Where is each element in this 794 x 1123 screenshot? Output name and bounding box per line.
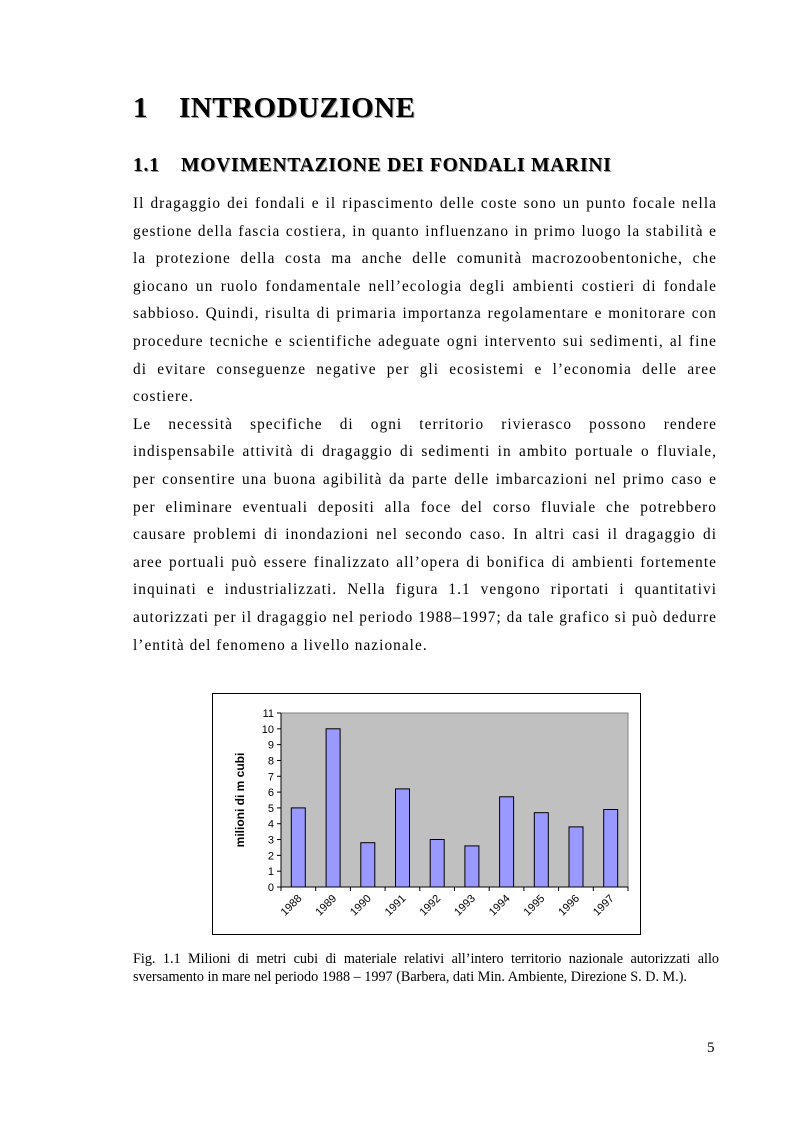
y-tick-label: 6 [267,787,274,800]
x-tick-label: 1992 [417,892,444,919]
section-title: MOVIMENTAZIONE DEI FONDALI MARINI [181,155,612,176]
figure-caption: Fig. 1.1 Milioni di metri cubi di materiale relativi all’intero territorio nazionale autorizzati allo sversamento in mare nel periodo 1988 – 1997 (Barbera, dati Min. Ambiente, Direzione S. D. M.). [133,951,719,985]
figure-1-1 [212,693,641,935]
x-tick-label: 1989 [313,892,340,919]
bar-1991 [396,789,410,887]
paragraph-2: Le necessità specifiche di ogni territorio rivierasco possono rendere indispensabile attività di dragaggio di sedimenti in ambito portuale o fluviale, per consentire una buona agibilità da parte delle imbarcazioni nel primo caso e per eliminare eventuali depositi alla foce del corso fluviale che potrebbero causare problemi di inondazioni nel secondo caso. In altri casi il dragaggio di aree portuali può essere finalizzato all’opera di bonifica di ambienti fortemente inquinati e industrializzati. Nella figura 1.1 vengono riportati i quantitativi autorizzati per il dragaggio nel periodo 1988–1997; da tale grafico si può dedurre l’entità del fenomeno a livello nazionale. [133,415,717,654]
x-tick-label: 1994 [486,892,513,919]
y-tick-label: 11 [262,708,274,720]
bar-1996 [569,827,583,887]
x-tick-label: 1991 [382,892,409,919]
paragraph-1: Il dragaggio dei fondali e il ripascimento delle coste sono un punto focale nella gestione della fascia costiera, in quanto influenzano in primo luogo la stabilità e la protezione della costa ma anche delle comunità macrozoobentoniche, che giocano un ruolo fondamentale nell’ecologia degli ambienti costieri di fondale sabbioso. Quindi, risulta di primaria importanza regolamentare e monitorare con procedure tecniche e scientifiche adeguate ogni intervento sui sedimenti, al fine di evitare conseguenze negative per gli ecosistemi e l’economia delle aree costiere. [133,195,717,406]
y-tick-label: 1 [267,866,274,879]
body-text [133,190,717,659]
x-tick-label: 1990 [348,892,374,919]
y-axis-label: milioni di m cubi [233,752,247,848]
x-tick-label: 1995 [521,892,548,919]
y-tick-label: 7 [267,771,274,784]
x-tick-label: 1996 [556,892,583,919]
bar-1989 [326,729,340,887]
x-tick-label: 1993 [452,892,478,919]
y-tick-label: 8 [267,755,274,768]
bar-1992 [430,840,444,888]
bar-1993 [465,846,479,887]
y-tick-label: 5 [267,802,274,815]
section-number: 1.1 [133,155,160,176]
page-number: 5 [707,1040,715,1056]
y-tick-label: 0 [267,882,274,894]
x-tick-label: 1988 [278,892,305,919]
bar-chart [213,694,640,934]
bar-1997 [604,810,618,888]
y-tick-label: 4 [267,818,274,831]
y-tick-label: 2 [267,850,274,863]
bar-1994 [500,797,514,887]
y-tick-label: 9 [267,739,274,752]
y-tick-label: 10 [261,723,274,736]
y-tick-label: 3 [267,834,274,847]
bar-1995 [534,813,548,887]
chapter-heading [133,92,415,125]
chapter-title: INTRODUZIONE [179,92,416,124]
chapter-number: 1 [133,92,148,124]
bar-1988 [291,808,305,887]
bar-1990 [361,843,375,887]
x-tick-label: 1997 [590,892,617,919]
section-heading [133,155,612,177]
